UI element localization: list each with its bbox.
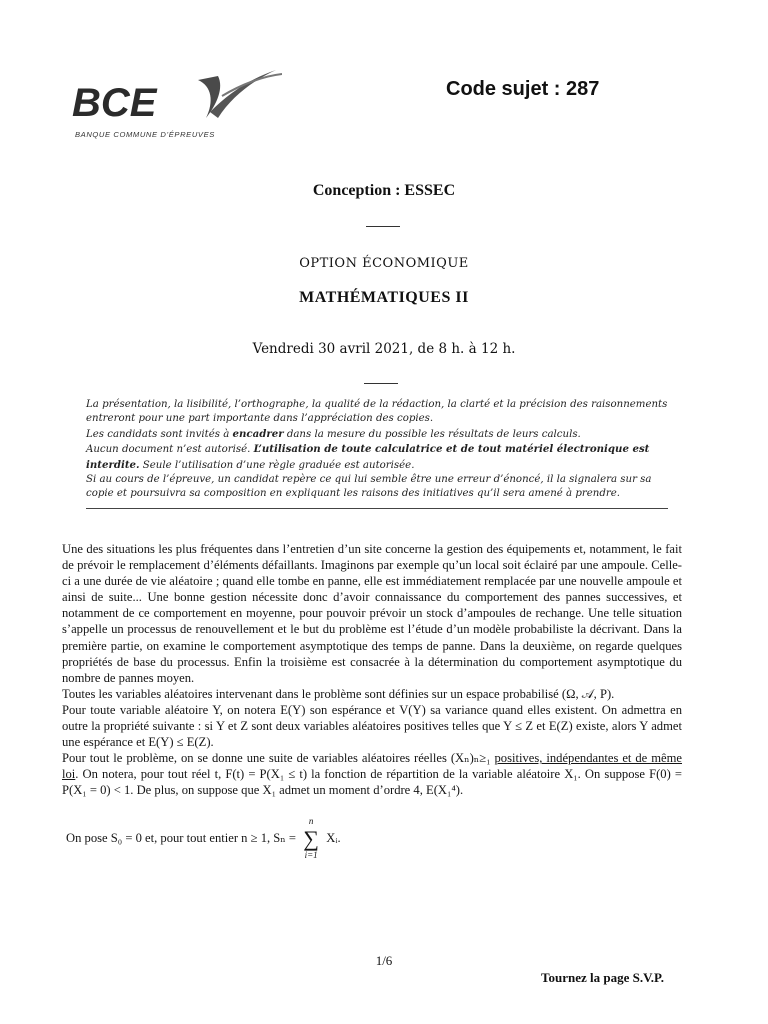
instruction-text: Aucun document n’est autorisé. — [86, 444, 254, 456]
expectation-paragraph: Pour toute variable aléatoire Y, on notera E(Y) son espérance et V(Y) sa variance quand elles existent. On admettra en outre la propriété suivante : si Y et Z sont deux variables aléatoires positives telles que Y ≤ Z et E(Z) existe, alors Y admet une espérance et E(Y) ≤ E(Z). — [62, 702, 682, 750]
instruction-encadrer — [86, 427, 676, 442]
divider-short-top — [366, 226, 400, 227]
logo-subtitle: BANQUE COMMUNE D’ÉPREUVES — [75, 130, 215, 139]
instruction-text: dans la mesure du possible les résultats de leurs calculs. — [283, 428, 581, 440]
page-number: 1/6 — [375, 953, 393, 968]
divider-short-bottom — [364, 383, 398, 384]
intro-paragraph: Une des situations les plus fréquentes dans l’entretien d’un site concerne la gestion des équipements et, notamment, le fait de prévoir le remplacement d’éléments défaillants. Imaginons par exemple qu’un local soit éclairé par une ampoule. Celle-ci a une durée de vie aléatoire ; quand elle tombe en panne, elle est immédiatement remplacée par une nouvelle ampoule et ainsi de suite... Une bonne gestion nécessite donc d’avoir connaissance du comportement des pannes successives, et notamment de ce comportement en moyenne, pour pouvoir prévoir un stock d’ampoules de rechange. Une telle situation s’appelle un processus de renouvellement et le but du problème est l’étude d’un modèle probabiliste la décrivant. Dans la première partie, on examine le comportement asymptotique des temps de panne. Dans la deuxième, on regarde quelques propriétés de base du processus. Enfin la troisième est consacrée à la détermination du comportement asymptotique du nombre de pannes moyen. — [62, 542, 682, 685]
instruction-text: Les candidats sont invités à — [86, 428, 233, 440]
instruction-bold: L’utilisation de toute calculatrice et de tout matériel électronique est interdite. — [86, 443, 650, 471]
exam-date: Vendredi 30 avril 2021, de 8 h. à 12 h. — [252, 341, 516, 357]
sum-symbol — [299, 816, 323, 860]
underlined-text: positives, indépendantes et de même loi — [62, 751, 682, 782]
formula-text: On pose S₀ = 0 et, pour tout entier n ≥ 1, Sₙ = — [66, 830, 300, 845]
conception-label: Conception : ESSEC — [312, 182, 456, 199]
divider-long — [86, 508, 668, 509]
sum-upper-bound: n — [308, 816, 314, 826]
instruction-bold: encadrer — [232, 427, 284, 440]
formula-text: Xᵢ. — [323, 830, 341, 845]
sequence-paragraph — [62, 750, 682, 798]
turn-page-note: Tournez la page S.V.P. — [541, 970, 665, 985]
paragraph-text: Pour tout le problème, on se donne une suite de variables aléatoires réelles (Xₙ)ₙ≥₁ — [62, 751, 495, 766]
exam-title: MATHÉMATIQUES II — [299, 289, 469, 306]
sum-lower-bound: i=1 — [304, 850, 318, 860]
paragraph-text: . On notera, pour tout réel t, F(t) = P(X₁ ≤ t) la fonction de répartition de la variable aléatoire X₁. On suppose F(0) = P(X₁ = 0) < 1. De plus, on suppose que X₁ admet un moment d’ordre 4, E(X₁⁴). — [62, 767, 682, 798]
instruction-erreur: Si au cours de l’épreuve, un candidat repère ce qui lui semble être une erreur d’énoncé, il la signalera sur sa copie et poursuivra sa composition en expliquant les raisons des initiatives qu’il sera amené à prendre. — [86, 474, 652, 500]
instructions-block — [86, 398, 676, 502]
bce-logo-letters: BCE — [72, 81, 157, 125]
sum-definition — [66, 816, 341, 860]
bce-logo — [72, 66, 282, 150]
bce-logo-mark — [72, 66, 282, 136]
instruction-materiel — [86, 442, 676, 473]
code-sujet: Code sujet : 287 — [446, 78, 600, 100]
instruction-presentation: La présentation, la lisibilité, l’orthographe, la qualité de la rédaction, la clarté et la précision des raisonnements entreront pour une part importante dans l’appréciation des copies. — [86, 399, 668, 425]
sigma-sign: ∑ — [303, 826, 319, 851]
option-label: OPTION ÉCONOMIQUE — [299, 256, 469, 271]
probability-space-paragraph: Toutes les variables aléatoires intervenant dans le problème sont définies sur un espace probabilisé (Ω, 𝒜, P). — [62, 686, 615, 701]
problem-statement — [62, 541, 682, 799]
instruction-text: Seule l’utilisation d’une règle graduée est autorisée. — [139, 459, 415, 471]
